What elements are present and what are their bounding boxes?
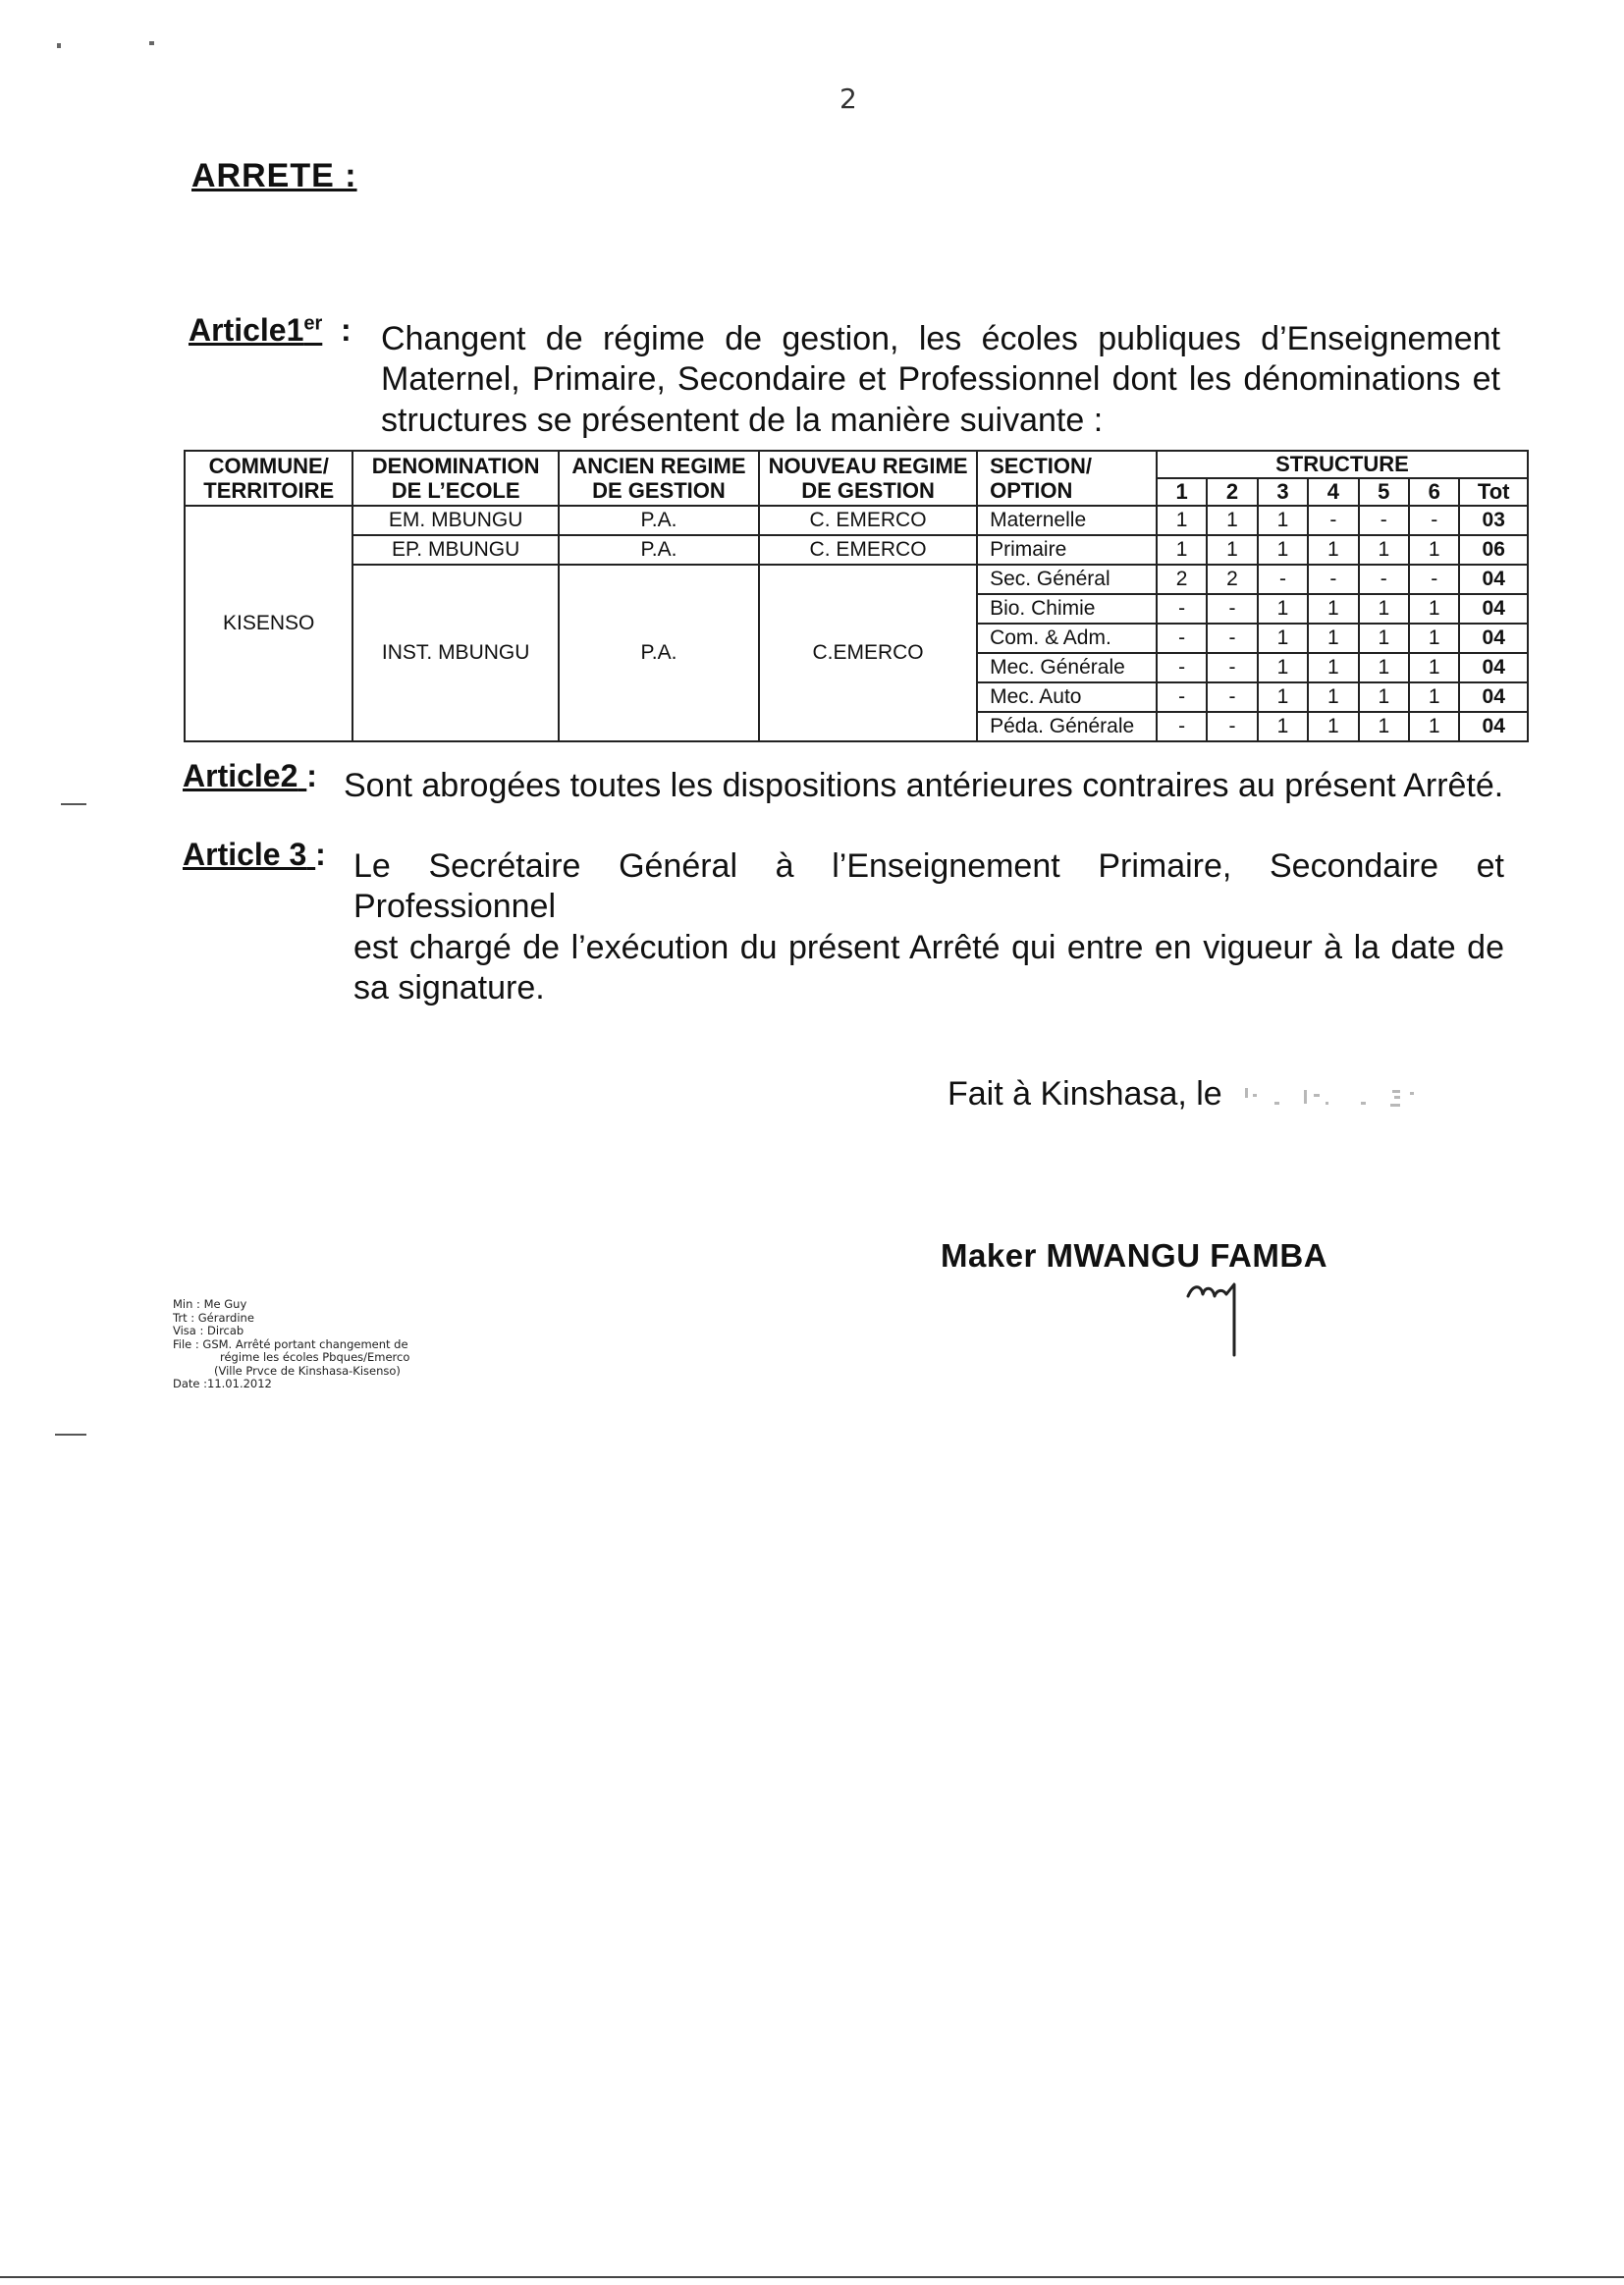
level-value: 1 xyxy=(1409,712,1459,741)
level-value: 1 xyxy=(1258,594,1308,624)
scan-dot xyxy=(149,41,154,45)
section-option: Péda. Générale xyxy=(977,712,1157,741)
level-value: - xyxy=(1157,682,1207,712)
scan-mark xyxy=(61,803,86,805)
total-value: 04 xyxy=(1459,653,1528,682)
level-value: - xyxy=(1157,594,1207,624)
level-value: 1 xyxy=(1308,535,1358,565)
level-value: - xyxy=(1409,506,1459,535)
level-value: 1 xyxy=(1157,535,1207,565)
header-nouveau-regime: NOUVEAU REGIME DE GESTION xyxy=(759,451,977,506)
level-value: 1 xyxy=(1359,594,1409,624)
article3-line: Le Secrétaire Général à l’Enseignement Primaire, Secondaire et Professionnel xyxy=(353,847,1504,926)
level-value: - xyxy=(1359,506,1409,535)
level-value: 1 xyxy=(1409,653,1459,682)
level-value: - xyxy=(1157,712,1207,741)
level-value: 1 xyxy=(1359,712,1409,741)
table-row xyxy=(185,565,1528,594)
scan-edge-line xyxy=(0,2276,1624,2278)
level-value: 1 xyxy=(1258,624,1308,653)
level-value: 2 xyxy=(1157,565,1207,594)
scan-mark xyxy=(55,1434,86,1436)
level-value: - xyxy=(1207,712,1257,741)
article2-label: Article2 : xyxy=(183,758,317,793)
total-value: 04 xyxy=(1459,624,1528,653)
level-value: - xyxy=(1409,565,1459,594)
section-option: Bio. Chimie xyxy=(977,594,1157,624)
handwritten-signature xyxy=(1183,1277,1252,1365)
section-option: Maternelle xyxy=(977,506,1157,535)
article1-line: structures se présentent de la manière suivante : xyxy=(381,401,1104,439)
level-value: 1 xyxy=(1308,624,1358,653)
table-row xyxy=(185,535,1528,565)
level-value: 2 xyxy=(1207,565,1257,594)
article1-line: Changent de régime de gestion, les écoles publiques d’Enseignement xyxy=(381,320,1500,357)
level-value: 1 xyxy=(1258,506,1308,535)
total-value: 03 xyxy=(1459,506,1528,535)
header-denomination: DENOMINATION DE L’ECOLE xyxy=(352,451,558,506)
level-value: 1 xyxy=(1359,682,1409,712)
school-name: EP. MBUNGU xyxy=(352,535,558,565)
ref-file-cont: régime les écoles Pbques/Emerco xyxy=(220,1350,410,1364)
level-value: 1 xyxy=(1207,535,1257,565)
level-value: 1 xyxy=(1258,535,1308,565)
level-value: - xyxy=(1359,565,1409,594)
header-ancien-regime: ANCIEN REGIME DE GESTION xyxy=(559,451,759,506)
level-value: - xyxy=(1207,594,1257,624)
article3-line: est chargé de l’exécution du présent Arrêté qui entre en vigueur à la date de xyxy=(353,928,1504,966)
level-value: 1 xyxy=(1157,506,1207,535)
level-value: - xyxy=(1258,565,1308,594)
ref-trt: Trt : Gérardine xyxy=(173,1310,254,1325)
page-number: 2 xyxy=(839,82,857,115)
ref-file: File : GSM. Arrêté portant changement de xyxy=(173,1336,408,1351)
level-value: 1 xyxy=(1258,653,1308,682)
nouveau-regime: C. EMERCO xyxy=(759,535,977,565)
header-section: SECTION/ OPTION xyxy=(977,451,1157,506)
ancien-regime: P.A. xyxy=(559,535,759,565)
ref-min: Min : Me Guy xyxy=(173,1297,247,1311)
level-value: - xyxy=(1308,506,1358,535)
level-value: - xyxy=(1157,624,1207,653)
level-value: 1 xyxy=(1359,624,1409,653)
article1-line: Maternel, Primaire, Secondaire et Professionnel dont les dénominations et xyxy=(381,360,1500,399)
level-value: - xyxy=(1308,565,1358,594)
section-option: Primaire xyxy=(977,535,1157,565)
place-date-line: Fait à Kinshasa, le xyxy=(947,1075,1222,1113)
ref-file-cont: (Ville Prvce de Kinshasa-Kisenso) xyxy=(214,1363,401,1378)
arrete-heading: ARRETE : xyxy=(191,157,357,194)
article3-label: Article 3 : xyxy=(183,837,326,872)
level-value: 1 xyxy=(1409,535,1459,565)
header-commune: COMMUNE/ TERRITOIRE xyxy=(185,451,352,506)
total-value: 04 xyxy=(1459,565,1528,594)
header-level: 1 xyxy=(1157,478,1207,506)
section-option: Sec. Général xyxy=(977,565,1157,594)
total-value: 06 xyxy=(1459,535,1528,565)
level-value: - xyxy=(1207,653,1257,682)
article3-line: sa signature. xyxy=(353,969,545,1007)
article1-text xyxy=(381,319,1500,441)
level-value: 1 xyxy=(1409,624,1459,653)
school-name: EM. MBUNGU xyxy=(352,506,558,535)
nouveau-regime: C.EMERCO xyxy=(759,565,977,741)
article3-text xyxy=(353,846,1504,1009)
header-level: 6 xyxy=(1409,478,1459,506)
header-level: 4 xyxy=(1308,478,1358,506)
level-value: 1 xyxy=(1308,653,1358,682)
section-option: Mec. Générale xyxy=(977,653,1157,682)
level-value: 1 xyxy=(1308,712,1358,741)
section-option: Com. & Adm. xyxy=(977,624,1157,653)
level-value: 1 xyxy=(1359,535,1409,565)
level-value: 1 xyxy=(1359,653,1409,682)
section-option: Mec. Auto xyxy=(977,682,1157,712)
article1-label: Article1er xyxy=(189,312,323,348)
commune-cell: KISENSO xyxy=(185,506,352,741)
total-value: 04 xyxy=(1459,712,1528,741)
level-value: - xyxy=(1157,653,1207,682)
total-value: 04 xyxy=(1459,594,1528,624)
article2-text: Sont abrogées toutes les dispositions antérieures contraires au présent Arrêté. xyxy=(344,767,1504,804)
level-value: 1 xyxy=(1308,594,1358,624)
file-reference-block xyxy=(173,1298,409,1391)
header-structure: STRUCTURE xyxy=(1157,451,1528,478)
signatory-name: Maker MWANGU FAMBA xyxy=(941,1237,1328,1274)
level-value: - xyxy=(1207,624,1257,653)
ancien-regime: P.A. xyxy=(559,506,759,535)
scan-dot xyxy=(57,43,61,48)
faded-date-stamp xyxy=(1235,1080,1490,1119)
school-name: INST. MBUNGU xyxy=(352,565,558,741)
nouveau-regime: C. EMERCO xyxy=(759,506,977,535)
level-value: 1 xyxy=(1409,594,1459,624)
level-value: 1 xyxy=(1308,682,1358,712)
header-level: 5 xyxy=(1359,478,1409,506)
level-value: 1 xyxy=(1409,682,1459,712)
header-total: Tot xyxy=(1459,478,1528,506)
level-value: 1 xyxy=(1258,682,1308,712)
article1-colon: : xyxy=(341,312,352,348)
total-value: 04 xyxy=(1459,682,1528,712)
level-value: - xyxy=(1207,682,1257,712)
level-value: 1 xyxy=(1207,506,1257,535)
table-row xyxy=(185,506,1528,535)
ancien-regime: P.A. xyxy=(559,565,759,741)
level-value: 1 xyxy=(1258,712,1308,741)
header-level: 2 xyxy=(1207,478,1257,506)
ref-visa: Visa : Dircab xyxy=(173,1324,244,1337)
header-level: 3 xyxy=(1258,478,1308,506)
structure-table xyxy=(184,450,1529,742)
ref-date: Date :11.01.2012 xyxy=(173,1377,272,1390)
